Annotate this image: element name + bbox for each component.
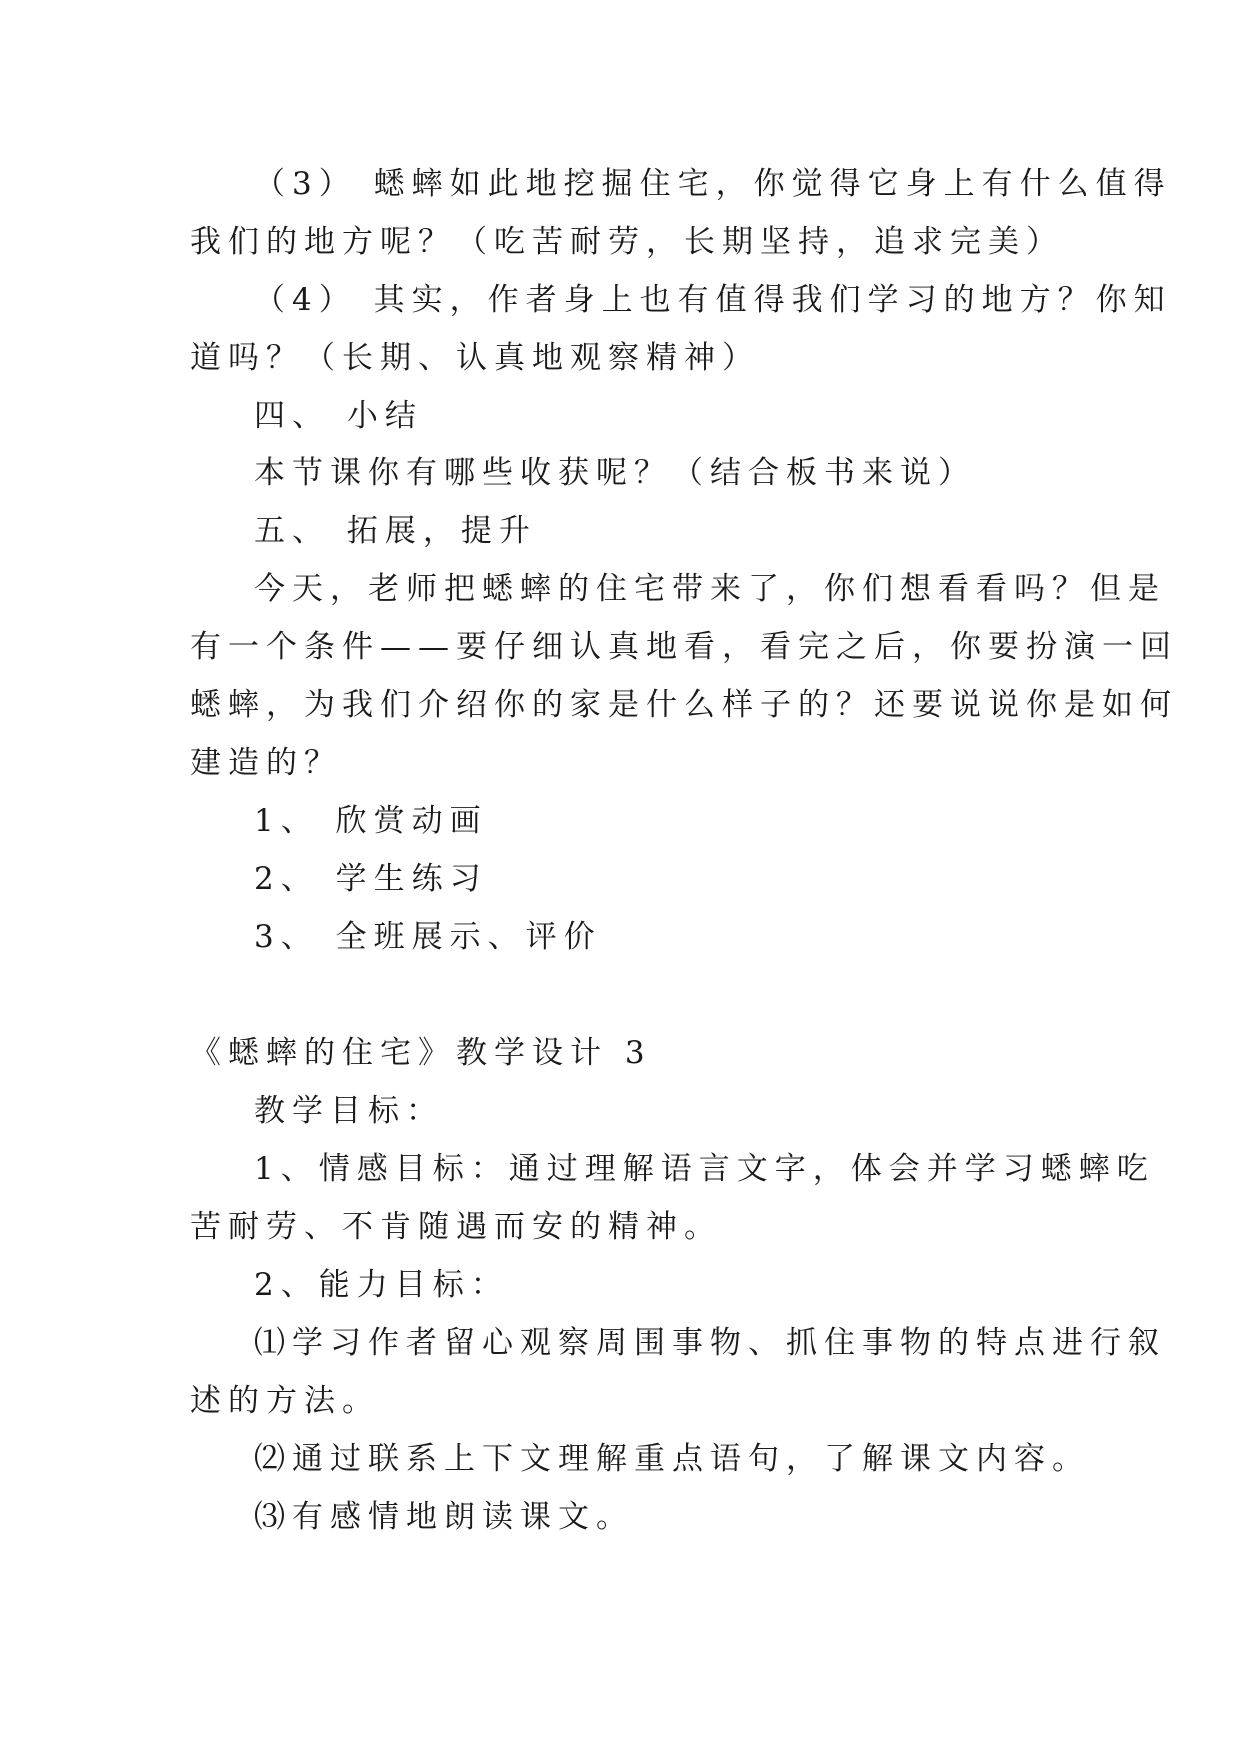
list-item: ⑶有感情地朗读课文。	[254, 1499, 634, 1535]
section-heading: 2、能力目标：	[254, 1267, 509, 1303]
paragraph-line: 道吗？（长期、认真地观察精神）	[190, 340, 760, 376]
paragraph-line: 本节课你有哪些收获呢？（结合板书来说）	[254, 455, 976, 491]
paragraph-line: 苦耐劳、不肯随遇而安的精神。	[190, 1209, 722, 1245]
paragraph-line: 蟋蟀，为我们介绍你的家是什么样子的？还要说说你是如何	[190, 687, 1178, 723]
section-heading: 五、 拓展，提升	[254, 513, 537, 549]
list-item: ⑵通过联系上下文理解重点语句，了解课文内容。	[254, 1441, 1090, 1477]
list-item: 2、 学生练习	[254, 861, 488, 897]
paragraph-line: 今天，老师把蟋蟀的住宅带来了，你们想看看吗？但是	[254, 571, 1166, 607]
list-item: ⑴学习作者留心观察周围事物、抓住事物的特点进行叙	[254, 1325, 1166, 1361]
list-item: 3、 全班展示、评价	[254, 919, 602, 955]
paragraph-line: （4） 其实，作者身上也有值得我们学习的地方？你知	[254, 282, 1172, 318]
paragraph-line: 1、情感目标：通过理解语言文字，体会并学习蟋蟀吃	[254, 1151, 1155, 1187]
paragraph-line: 有一个条件——要仔细认真地看，看完之后，你要扮演一回	[190, 629, 1178, 665]
paragraph-line: （3） 蟋蟀如此地挖掘住宅，你觉得它身上有什么值得	[254, 166, 1172, 202]
paragraph-line: 述的方法。	[190, 1383, 380, 1419]
section-heading: 教学目标：	[254, 1093, 444, 1129]
section-heading: 四、 小结	[254, 398, 423, 434]
list-item: 1、 欣赏动画	[254, 803, 488, 839]
document-title: 《蟋蟀的住宅》教学设计 3	[190, 1035, 652, 1071]
paragraph-line: 建造的？	[190, 745, 342, 781]
paragraph-line: 我们的地方呢？（吃苦耐劳，长期坚持，追求完美）	[190, 224, 1064, 260]
